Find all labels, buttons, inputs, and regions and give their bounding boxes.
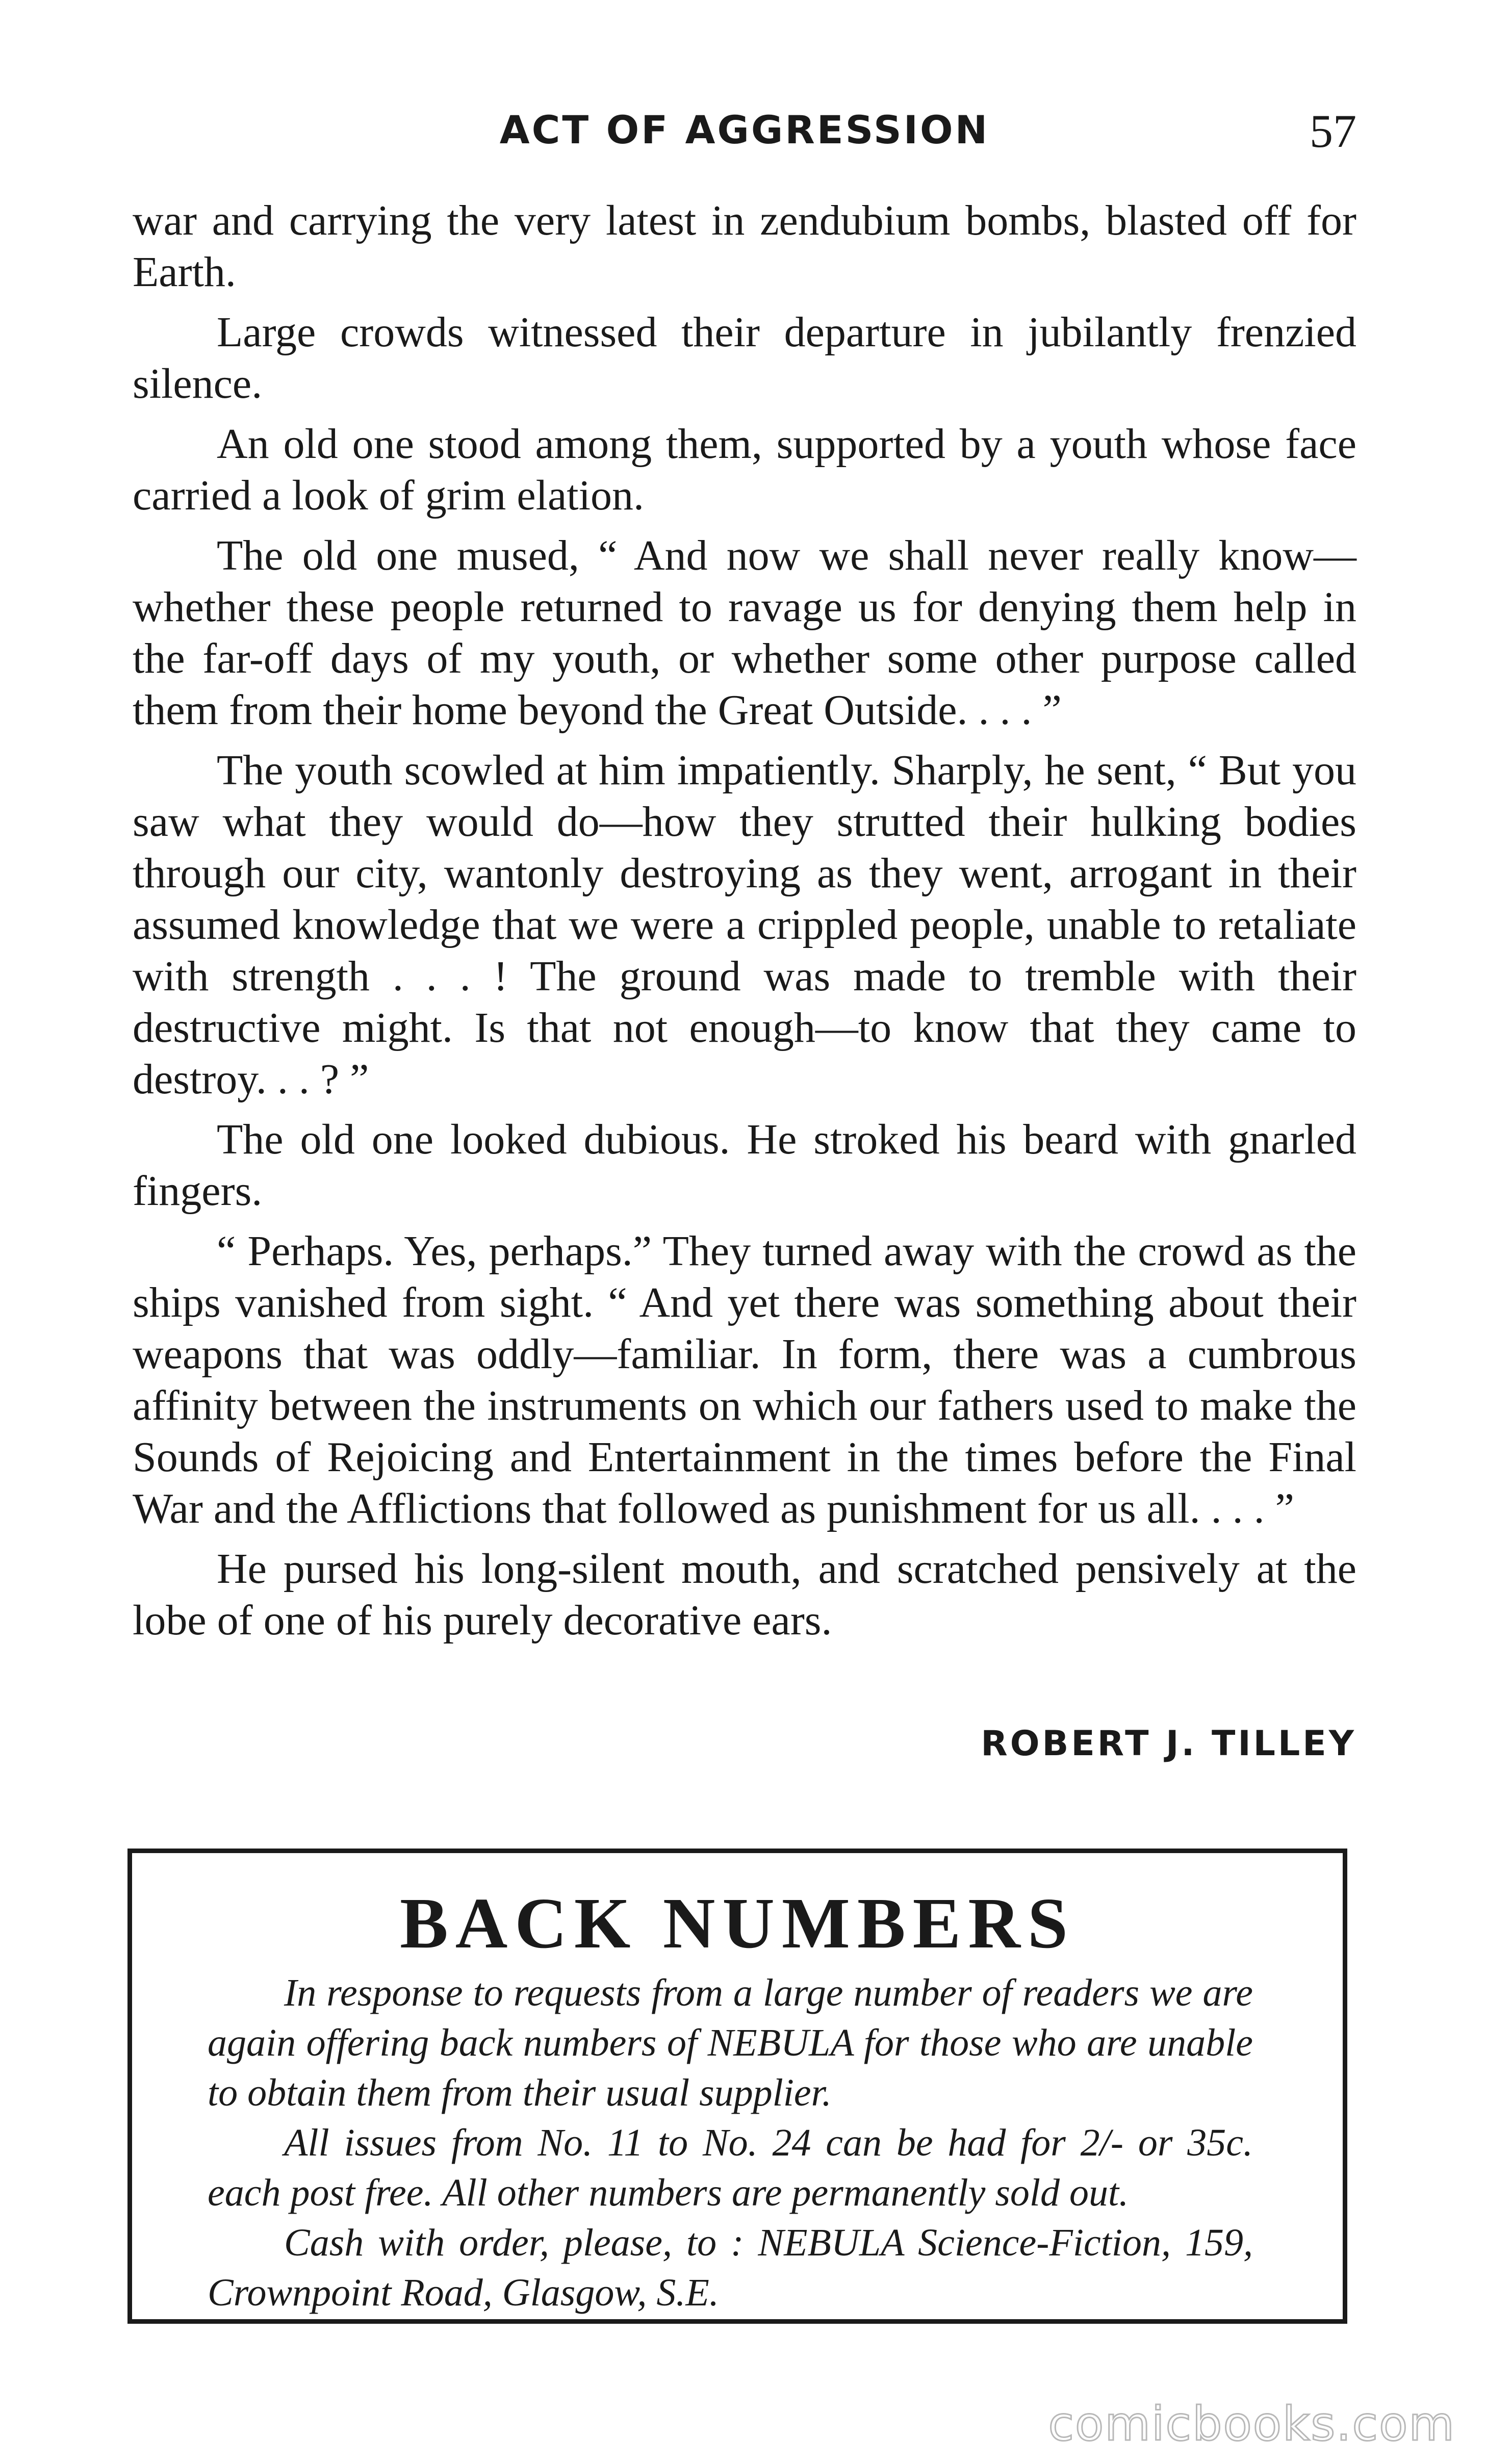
paragraph: The old one mused, “ And now we shall never really know— whether these people returned to ravage us for denying them help in the far-off days of my youth, or whether some other purpose called them from their home beyond the Great Outside. . . . ” [133, 532, 1356, 734]
paragraph: war and carrying the very latest in zendubium bombs, blasted off for Earth. [133, 197, 1356, 296]
notice-paragraph: Cash with order, please, to : NEBULA Science-Fiction, 159, Crownpoint Road, Glasgow, S.E. [208, 2221, 1253, 2314]
author-byline: ROBERT J. TILLEY [981, 1724, 1356, 1764]
paragraph: An old one stood among them, supported by a youth whose face carried a look of grim elation. [133, 420, 1356, 519]
notice-text [208, 1968, 1253, 2318]
back-numbers-notice [127, 1849, 1347, 2324]
paragraph: “ Perhaps. Yes, perhaps.” They turned away with the crowd as the ships vanished from sight. “ And yet there was something about their weapons that was oddly—familiar. In form, there was a cumbrous affinity between the instruments on which our fathers used to make the Sounds of Rejoicing and Entertainment in the times before the Final War and the Afflictions that followed as punishment for us all. . . . ” [133, 1227, 1356, 1532]
running-head [133, 107, 1356, 163]
watermark: comicbooks.com [1048, 2397, 1455, 2451]
paragraph: He pursed his long-silent mouth, and scratched pensively at the lobe of one of his purely decorative ears. [133, 1545, 1356, 1644]
story-text [133, 195, 1356, 1655]
running-title: ACT OF AGGRESSION [499, 107, 990, 152]
notice-paragraph: In response to requests from a large number of readers we are again offering back numbers of NEBULA for those who are unable to obtain them from their usual supplier. [208, 1971, 1253, 2114]
notice-title: BACK NUMBERS [400, 1883, 1075, 1963]
notice-paragraph: All issues from No. 11 to No. 24 can be had for 2/- or 35c. each post free. All other numbers are permanently sold out. [208, 2121, 1253, 2214]
paragraph: Large crowds witnessed their departure in jubilantly frenzied silence. [133, 309, 1356, 407]
paragraph: The old one looked dubious. He stroked his beard with gnarled fingers. [133, 1116, 1356, 1215]
paragraph: The youth scowled at him impatiently. Sharply, he sent, “ But you saw what they would do—how they strutted their hulking bodies through our city, wantonly destroying as they went, arrogant in their assumed knowledge that we were a crippled people, unable to retaliate with strength . . . ! The ground was made to tremble with their destructive might. Is that not enough—to know that they came to destroy. . . ? ” [133, 747, 1356, 1103]
page-number: 57 [1310, 105, 1356, 157]
